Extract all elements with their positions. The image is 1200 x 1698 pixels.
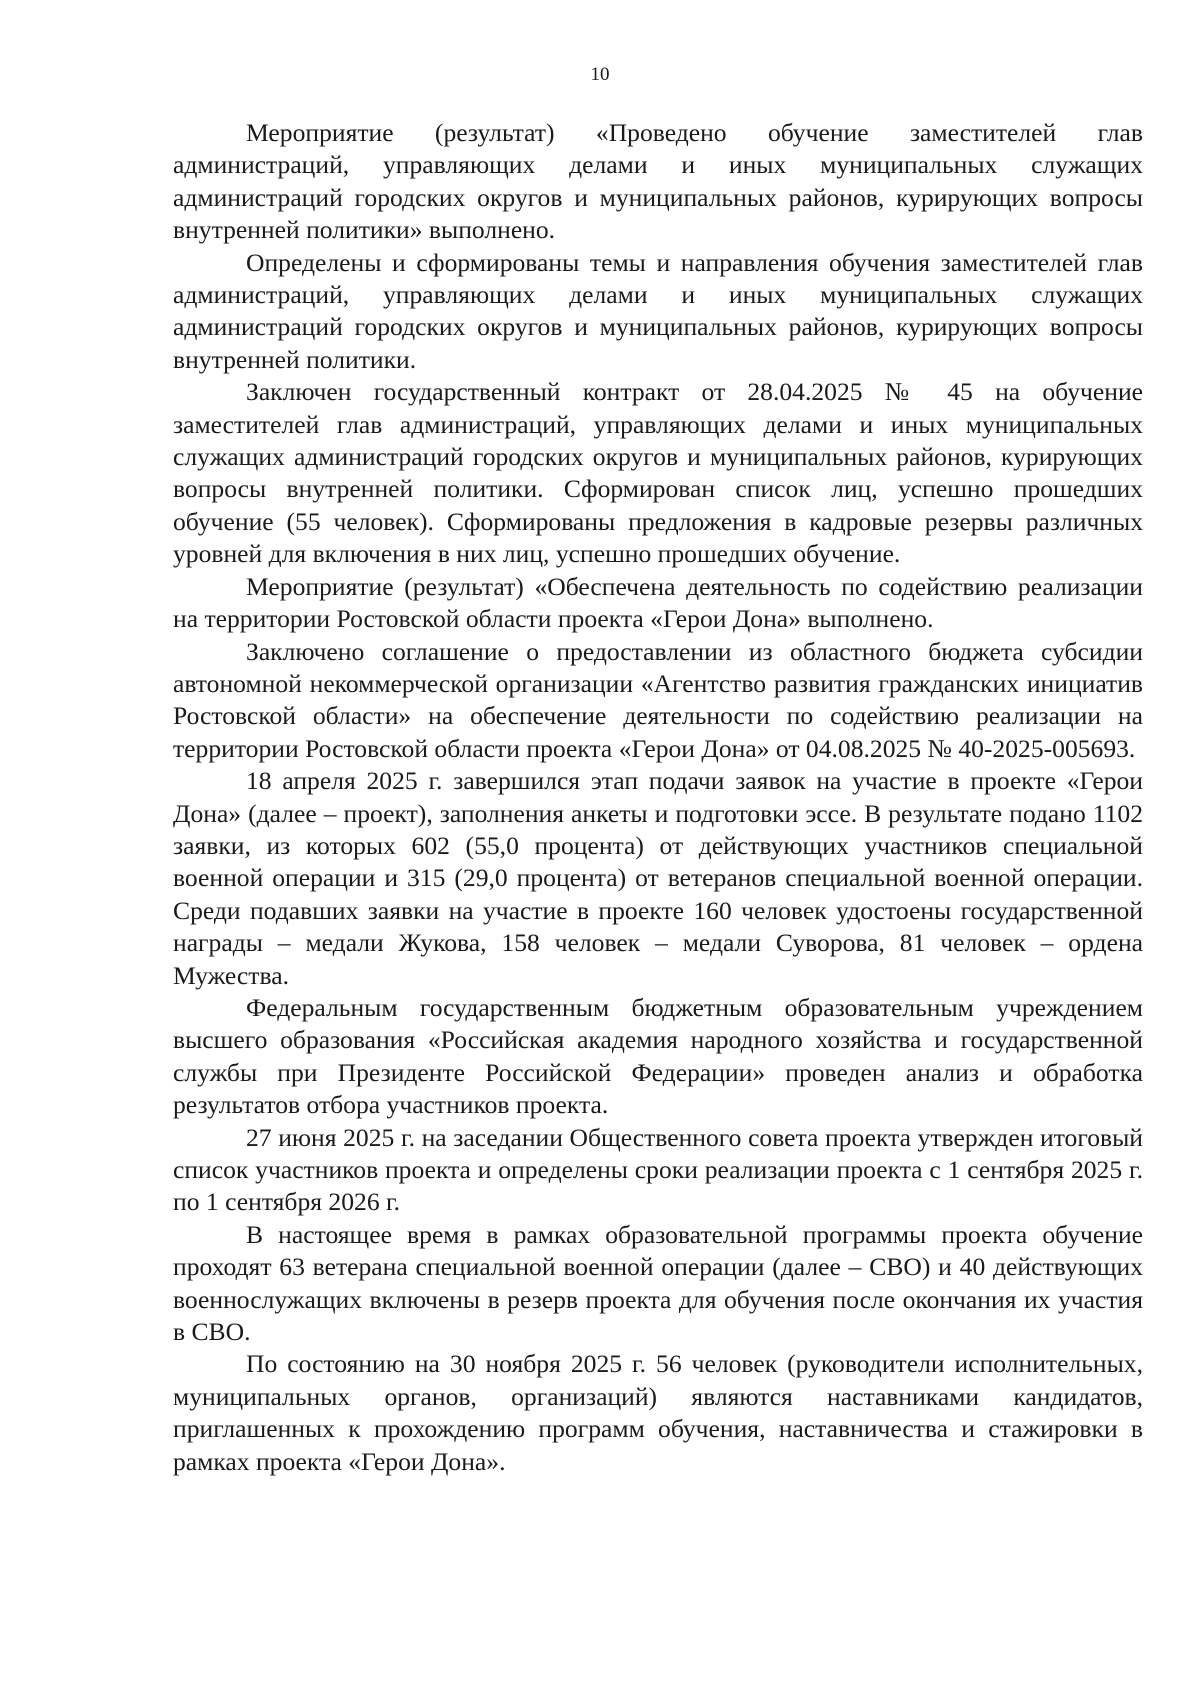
paragraph-heroes-of-don-result: Мероприятие (результат) «Обеспечена деятельность по содействию реализации на территории Ростовской области проекта «Герои Дона» выполнено.	[173, 571, 1143, 634]
paragraph-subsidy-agreement: Заключено соглашение о предоставлении из областного бюджета субсидии автономной некоммерческой организации «Агентство развития гражданских инициатив Ростовской области» на обеспечение деятельности по содействию реализации на территории Ростовской области проекта «Герои Дона» от 04.08.2025 № 40-2025-005693.	[173, 636, 1143, 763]
paragraph-applications: 18 апреля 2025 г. завершился этап подачи заявок на участие в проекте «Герои Дона» (далее – проект), заполнения анкеты и подготовки эссе. В результате подано 1102 заявки, из которых 602 (55,0 процента) от действующих участников специальной военной операции и 315 (29,0 процента) от ветеранов специальной военной операции. Среди подавших заявки на участие в проекте 160 человек удостоены государственной награды – медали Жукова, 158 человек – медали Суворова, 81 человек – ордена Мужества.	[173, 766, 1143, 990]
document-body	[173, 117, 1143, 1478]
paragraph-current-training: В настоящее время в рамках образовательной программы проекта обучение проходят 63 ветерана специальной военной операции (далее – СВО) и 40 действующих военнослужащих включены в резерв проекта для обучения после окончания их участия в СВО.	[173, 1219, 1143, 1347]
paragraph-training-result: Мероприятие (результат) «Проведено обучение заместителей глав администраций, управляющих делами и иных муниципальных служащих администраций городских округов и муниципальных районов, курирующих вопросы внутренней политики» выполнено.	[173, 118, 1143, 245]
page-number: 10	[590, 64, 610, 85]
paragraph-final-list: 27 июня 2025 г. на заседании Общественного совета проекта утвержден итоговый список участников проекта и определены сроки реализации проекта с 1 сентября 2025 г. по 1 сентября 2026 г.	[173, 1122, 1143, 1217]
paragraph-mentors: По состоянию на 30 ноября 2025 г. 56 человек (руководители исполнительных, муниципальных органов, организаций) являются наставниками кандидатов, приглашенных к прохождению программ обучения, наставничества и стажировки в рамках проекта «Герои Дона».	[173, 1349, 1143, 1476]
paragraph-ranepa-analysis: Федеральным государственным бюджетным образовательным учреждением высшего образования «Российская академия народного хозяйства и государственной службы при Президенте Российской Федерации» проведен анализ и обработка результатов отбора участников проекта.	[173, 992, 1143, 1120]
paragraph-training-topics: Определены и сформированы темы и направления обучения заместителей глав администраций, управляющих делами и иных муниципальных служащих администраций городских округов и муниципальных районов, курирующих вопросы внутренней политики.	[173, 247, 1143, 374]
paragraph-state-contract: Заключен государственный контракт от 28.04.2025 № 45 на обучение заместителей глав администраций, управляющих делами и иных муниципальных служащих администраций городских округов и муниципальных районов, курирующих вопросы внутренней политики. Сформирован список лиц, успешно прошедших обучение (55 человек). Сформированы предложения в кадровые резервы различных уровней для включения в них лиц, успешно прошедших обучение.	[173, 377, 1143, 569]
